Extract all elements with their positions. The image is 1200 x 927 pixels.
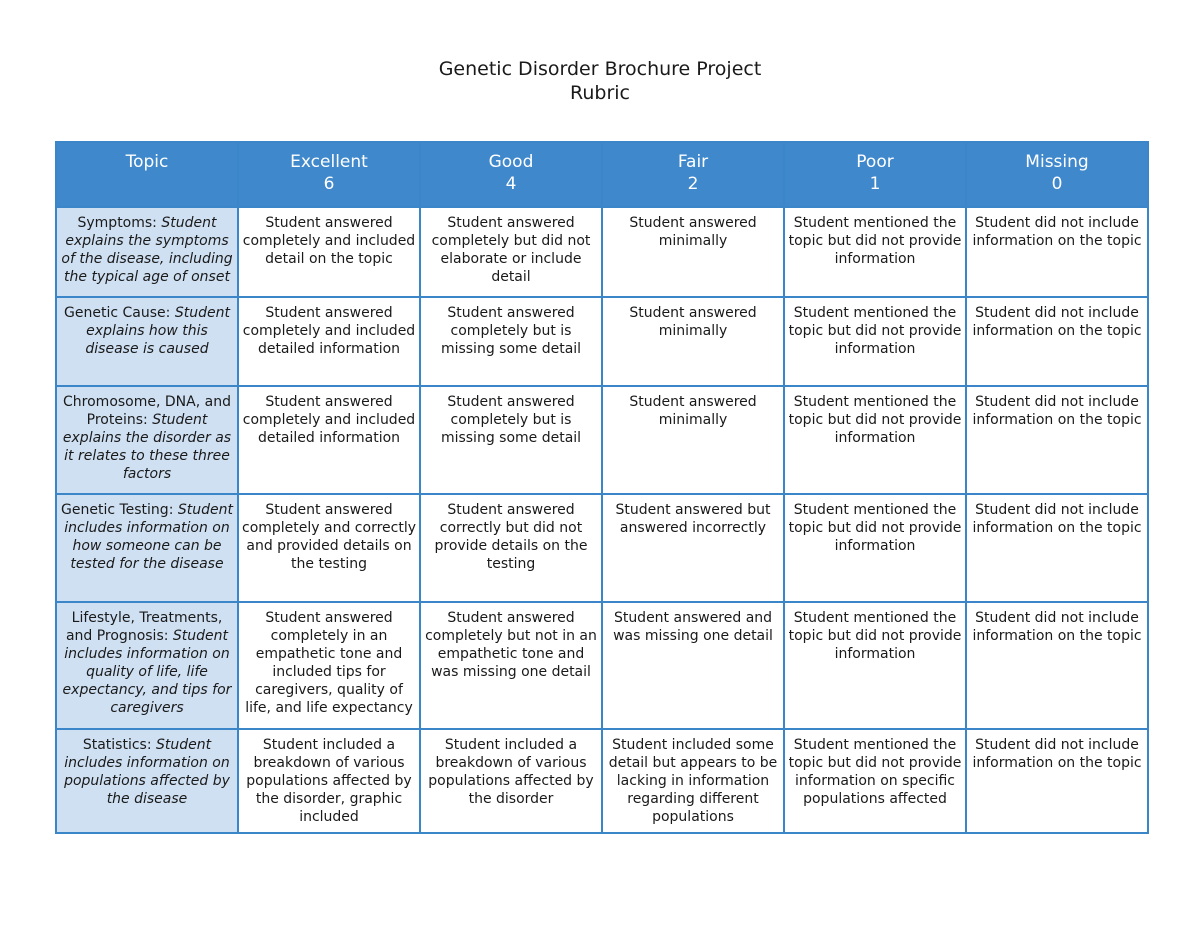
header-row [56,142,1148,207]
criteria-fair: Student included some detail but appears to be lacking in information regarding different populations [602,729,784,833]
criteria-good: Student answered completely but not in an empathetic tone and was missing one detail [420,602,602,729]
topic-name: Genetic Cause: [64,305,171,321]
criteria-excellent: Student answered completely and included detailed information [238,297,420,386]
topic-description: Student includes information on populations affected by the disease [64,737,230,807]
rubric-row-genetic-cause [56,297,1148,386]
rubric-row-chromosome [56,386,1148,494]
header-excellent [238,142,420,207]
level-label: Missing [1025,152,1089,172]
topic-cell [56,729,238,833]
header-topic: Topic [56,142,238,207]
criteria-fair: Student answered and was missing one detail [602,602,784,729]
criteria-good: Student answered completely but is missing some detail [420,386,602,494]
topic-description: Student includes information on how someone can be tested for the disease [64,502,233,572]
criteria-missing: Student did not include information on the topic [966,207,1148,297]
rubric-row-statistics [56,729,1148,833]
criteria-missing: Student did not include information on the topic [966,729,1148,833]
criteria-fair: Student answered but answered incorrectly [602,494,784,602]
header-fair [602,142,784,207]
rubric-row-genetic-testing [56,494,1148,602]
rubric-row-symptoms [56,207,1148,297]
criteria-fair: Student answered minimally [602,297,784,386]
topic-name: Genetic Testing: [61,502,174,518]
level-label: Fair [677,152,709,172]
criteria-excellent: Student answered completely in an empathetic tone and included tips for caregivers, quality of life, and life expectancy [238,602,420,729]
topic-name: Statistics: [82,737,152,753]
criteria-fair: Student answered minimally [602,207,784,297]
topic-cell [56,297,238,386]
criteria-fair: Student answered minimally [602,386,784,494]
topic-cell [56,494,238,602]
topic-name: Symptoms: [77,215,157,231]
level-points: 6 [323,174,335,194]
criteria-poor: Student mentioned the topic but did not provide information [784,297,966,386]
level-label: Excellent [290,152,368,172]
criteria-poor: Student mentioned the topic but did not provide information [784,602,966,729]
topic-cell [56,207,238,297]
level-points: 4 [505,174,517,194]
criteria-excellent: Student included a breakdown of various populations affected by the disorder, graphic included [238,729,420,833]
header-poor [784,142,966,207]
level-label: Good [488,152,534,172]
title-line-2: Rubric [570,82,630,104]
level-points: 2 [687,174,699,194]
header-good [420,142,602,207]
topic-cell [56,602,238,729]
topic-name: Lifestyle, Treatments, and Prognosis: [65,610,223,644]
criteria-excellent: Student answered completely and included detailed information [238,386,420,494]
level-points: 1 [869,174,881,194]
topic-description: Student explains how this disease is caused [85,305,230,357]
title-line-1: Genetic Disorder Brochure Project [438,58,762,80]
rubric-table [55,141,1149,834]
document-title [0,57,1200,105]
topic-cell [56,386,238,494]
criteria-poor: Student mentioned the topic but did not provide information on specific populations affected [784,729,966,833]
criteria-good: Student answered completely but did not elaborate or include detail [420,207,602,297]
criteria-good: Student included a breakdown of various populations affected by the disorder [420,729,602,833]
criteria-poor: Student mentioned the topic but did not provide information [784,494,966,602]
criteria-excellent: Student answered completely and included detail on the topic [238,207,420,297]
topic-description: Student explains the symptoms of the disease, including the typical age of onset [61,215,233,285]
rubric-row-lifestyle [56,602,1148,729]
criteria-missing: Student did not include information on the topic [966,386,1148,494]
topic-description: Student includes information on quality of life, life expectancy, and tips for caregivers [62,628,232,716]
header-missing [966,142,1148,207]
criteria-poor: Student mentioned the topic but did not provide information [784,207,966,297]
criteria-missing: Student did not include information on the topic [966,297,1148,386]
level-label: Poor [856,152,894,172]
criteria-good: Student answered correctly but did not provide details on the testing [420,494,602,602]
criteria-good: Student answered completely but is missing some detail [420,297,602,386]
topic-description: Student explains the disorder as it relates to these three factors [62,412,232,482]
criteria-poor: Student mentioned the topic but did not provide information [784,386,966,494]
criteria-missing: Student did not include information on the topic [966,494,1148,602]
criteria-excellent: Student answered completely and correctly and provided details on the testing [238,494,420,602]
level-points: 0 [1051,174,1063,194]
topic-name: Chromosome, DNA, and Proteins: [63,394,231,428]
criteria-missing: Student did not include information on the topic [966,602,1148,729]
